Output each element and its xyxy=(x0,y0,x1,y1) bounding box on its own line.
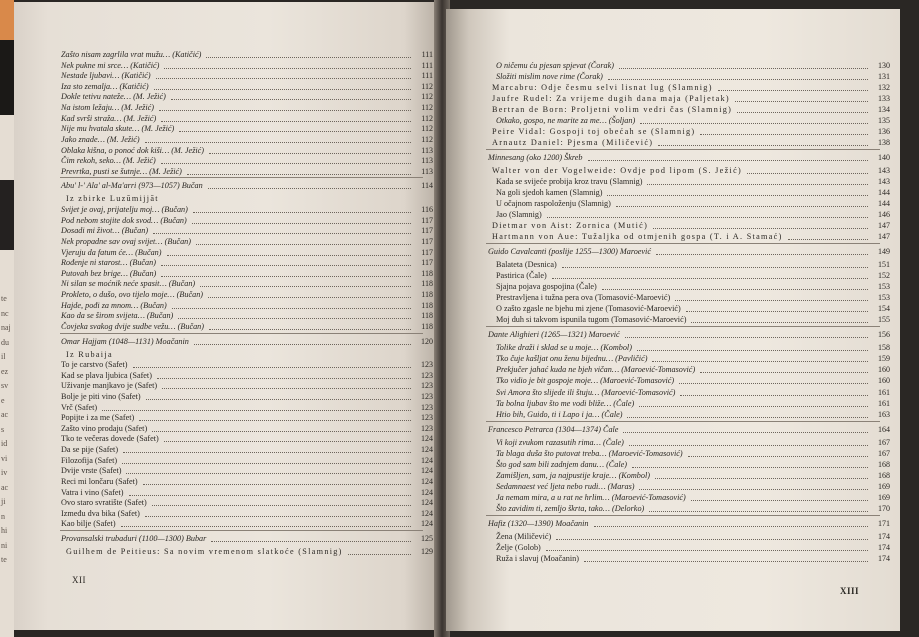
toc-page-number: 117 xyxy=(421,236,433,246)
toc-entry-title: Iza sto zemalja… (Katičić) xyxy=(61,81,149,91)
toc-page-number: 152 xyxy=(878,271,890,281)
toc-entry-title: Svi Amora što slijede ili štuju… (Maroević-Tomasović) xyxy=(496,387,676,397)
toc-entry-title: Na istom ležaju… (M. Ježić) xyxy=(61,103,155,113)
dot-leader xyxy=(788,228,868,240)
toc-entry-title: Zašto vino prodaju (Safet) xyxy=(61,423,148,433)
toc-entry-title: Tko vidio je bit gospoje moje… (Maroević-Tomasović) xyxy=(496,376,675,386)
toc-entry-title: Želje (Golob) xyxy=(496,542,541,552)
toc-page-number: 129 xyxy=(421,547,433,557)
toc-page-number: 133 xyxy=(878,94,890,104)
toc-entry-title: Tko te večeras dovede (Safet) xyxy=(61,434,159,444)
dot-leader xyxy=(588,149,868,161)
adjacent-book-illustration-lower xyxy=(0,180,14,250)
margin-fragment: naj xyxy=(1,323,11,332)
dot-leader xyxy=(211,530,411,542)
toc-entry-title: Sedamnaest već ljeta nebo rudi… (Maras) xyxy=(496,481,635,491)
toc-entry-title: Sjajna pojava gospojina (Čale) xyxy=(496,282,597,292)
toc-entry xyxy=(66,546,433,557)
toc-entry xyxy=(61,166,433,177)
toc-page-number: 131 xyxy=(878,72,890,82)
toc-page-number: 130 xyxy=(878,61,890,70)
toc-entry-title: Dvije vrste (Safet) xyxy=(61,466,122,476)
toc-entry-title: Složiti mislim nove rime (Čorak) xyxy=(496,72,603,82)
toc-entry xyxy=(496,314,890,325)
toc-page-number: 140 xyxy=(878,153,890,163)
toc-page-number: 118 xyxy=(421,279,433,289)
toc-page-number: 164 xyxy=(878,424,890,434)
toc-entry-title: Ja nemam mira, a u rat ne hrlim… (Maroević-Tomasović) xyxy=(496,492,686,502)
toc-entry-title: Popijte i za me (Safet) xyxy=(61,413,135,423)
toc-page-number: 151 xyxy=(878,260,890,270)
toc-page-number: 113 xyxy=(421,166,433,176)
toc-entry-title: Omar Hajjam (1048—1131) Moačanin xyxy=(61,336,189,346)
toc-page-number: 124 xyxy=(421,519,433,529)
toc-entry-title: Reci mi lončaru (Safet) xyxy=(61,476,138,486)
dot-leader xyxy=(627,406,868,418)
margin-fragment: id xyxy=(1,439,8,448)
margin-fragment: s xyxy=(1,424,5,434)
toc-entry-title: Arnautz Daniel: Pjesma (Miličević) xyxy=(492,138,654,148)
toc-entry-title: Zamišljen, sam, ja najpustije kraje… (Kombol) xyxy=(496,470,650,480)
toc-page-number: 124 xyxy=(421,476,433,486)
toc-page-number: 168 xyxy=(878,470,890,480)
toc-entry-title: Da se pije (Safet) xyxy=(61,445,119,455)
toc-page-number: 147 xyxy=(878,221,890,231)
toc-entry-title: Jao (Slamnig) xyxy=(496,210,542,220)
margin-fragment: n xyxy=(1,511,5,521)
toc-page-number: 116 xyxy=(421,205,433,215)
toc-entry-title: Hartmann von Aue: Tužaljka od otmjenih gospa (T. i A. Stamać) xyxy=(492,232,783,242)
toc-entry-title: Vatra i vino (Safet) xyxy=(61,487,124,497)
toc-page-number: 167 xyxy=(878,448,890,458)
toc-entry-title: Uživanje manjkavo je (Safet) xyxy=(61,381,158,391)
toc-page-number: 124 xyxy=(421,466,433,476)
toc-entry-title: Kad svrši straža… (M. Ježić) xyxy=(61,113,157,123)
toc-page-number: 112 xyxy=(421,92,433,102)
toc-page-number: 171 xyxy=(878,518,890,528)
toc-page-number: 123 xyxy=(421,381,433,391)
toc-entry-title: Balateta (Desnica) xyxy=(496,260,557,270)
toc-page-number: 113 xyxy=(421,145,433,155)
toc-entry-title: Ta blaga duša što putovat treba… (Maroević-Tomasović) xyxy=(496,448,683,458)
toc-entry-title: Pastirica (Čale) xyxy=(496,271,547,281)
margin-fragment: du xyxy=(1,337,9,347)
toc-entry-title: Prekjučer jahać kuda ne bjeh vičan… (Maroević-Tomasović) xyxy=(496,365,696,375)
margin-fragment: ji xyxy=(1,497,6,506)
dot-leader xyxy=(658,134,868,146)
toc-entry-title: Nestade ljubavi… (Katičić) xyxy=(61,71,151,81)
toc-entry-title: Ni silan se moćnik neće spasit… (Bučan) xyxy=(61,279,196,289)
toc-page-number: 153 xyxy=(878,282,890,292)
toc-entry-title: Filozofija (Safet) xyxy=(61,455,118,465)
toc-entry-title: Minnesang (oko 1200) Škreb xyxy=(488,153,583,163)
toc-entry-title: Vi koji zvukom razasutih rima… (Čale) xyxy=(496,437,624,447)
toc-page-number: 143 xyxy=(878,177,890,187)
margin-fragment: vi xyxy=(1,453,8,463)
toc-entry-title: Guilhem de Peitieus: Sa novim vremenom slatkoće (Slamnig) xyxy=(66,547,343,557)
left-folio: XII xyxy=(72,575,86,585)
toc-entry xyxy=(61,518,433,529)
toc-page-number: 118 xyxy=(421,321,433,331)
margin-fragment: ez xyxy=(1,366,9,376)
toc-entry-title: Čim rekoh, seko… (M. Ježić) xyxy=(61,156,156,166)
toc-entry-title: Dosadi mi život… (Bučan) xyxy=(61,226,149,236)
toc-page-number: 123 xyxy=(421,391,433,401)
toc-entry-title: Prokleto, o dušo, ovo tijelo moje… (Bučan) xyxy=(61,290,204,300)
toc-page-number: 160 xyxy=(878,365,890,375)
toc-entry xyxy=(492,231,890,242)
dot-leader xyxy=(691,311,868,323)
toc-entry-title: Moj duh si takvom ispunila tugom (Tomasović-Maroević) xyxy=(496,315,687,325)
toc-page-number: 117 xyxy=(421,247,433,257)
toc-entry-title: O ničemu ću pjesan spjevat (Čorak) xyxy=(496,61,615,70)
toc-page-number: 147 xyxy=(878,232,890,242)
toc-entry xyxy=(496,553,890,564)
toc-entry-title: Htio bih, Guido, ti i Lapo i ja… (Čale) xyxy=(496,409,623,419)
toc-entry xyxy=(496,409,890,420)
toc-page-number: 117 xyxy=(421,226,433,236)
toc-entry xyxy=(492,137,890,148)
right-folio: XIII xyxy=(840,586,860,596)
toc-page-number: 155 xyxy=(878,315,890,325)
toc-page-number: 113 xyxy=(421,156,433,166)
dot-leader xyxy=(656,243,868,255)
toc-entry-title: Pod nebom stojite dok svod… (Bučan) xyxy=(61,215,187,225)
toc-entry-title: Nek pukne mi srce… (Katičić) xyxy=(61,60,160,70)
toc-page-number: 123 xyxy=(421,360,433,370)
toc-entry-title: Čovjeka svakog dvije sudbe vežu… (Bučan) xyxy=(61,321,205,331)
toc-page-number: 143 xyxy=(878,166,890,176)
toc-page-number: 158 xyxy=(878,343,890,353)
toc-page-number: 146 xyxy=(878,210,890,220)
toc-entry-title: Bertran de Born: Proljetni volim vedri čas (Slamnig) xyxy=(492,105,733,115)
right-page xyxy=(446,9,900,631)
toc-entry-title: Ruža i slavuj (Moačanin) xyxy=(496,553,579,563)
toc-page-number: 123 xyxy=(421,402,433,412)
toc-author-heading xyxy=(61,180,433,191)
toc-entry-title: Kao da se širom svijeta… (Bučan) xyxy=(61,311,174,321)
toc-author-heading xyxy=(61,336,433,347)
toc-page-number: 138 xyxy=(878,138,890,148)
toc-page-number: 125 xyxy=(421,534,433,544)
toc-entry-title: Hajde, pođi za mnom… (Bučan) xyxy=(61,300,167,310)
toc-entry-title: Rođenje ni starost… (Bučan) xyxy=(61,258,156,268)
toc-entry-title: Abu' l-' Ala' al-Ma'arri (973—1057) Bučan xyxy=(61,181,203,191)
toc-page-number: 153 xyxy=(878,293,890,303)
toc-page-number: 123 xyxy=(421,413,433,423)
toc-entry-title: Zašto nisam zagrlila vrat mužu… (Katičić) xyxy=(61,50,202,59)
toc-entry-title: Nek propadne sav ovaj svijet… (Bučan) xyxy=(61,236,191,246)
dot-leader xyxy=(625,326,868,338)
adjacent-book-cover xyxy=(0,0,14,40)
margin-fragment: e xyxy=(1,395,5,405)
toc-page-number: 124 xyxy=(421,498,433,508)
toc-page-number: 118 xyxy=(421,300,433,310)
toc-page-number: 169 xyxy=(878,492,890,502)
toc-page-number: 156 xyxy=(878,330,890,340)
toc-page-number: 112 xyxy=(421,103,433,113)
toc-page-number: 117 xyxy=(421,215,433,225)
toc-page-number: 117 xyxy=(421,258,433,268)
toc-entry-title: Iz zbirke Luzūmijjāt xyxy=(66,194,159,204)
toc-entry-title: Vjeruju da fatum će… (Bučan) xyxy=(61,247,162,257)
toc-entry-title: Provansalski trubaduri (1100—1300) Bubar xyxy=(61,534,207,544)
toc-entry-title: Između dva bika (Safet) xyxy=(61,508,140,518)
adjacent-book-text-fragments xyxy=(1,292,14,568)
dot-leader xyxy=(209,318,411,330)
toc-page-number: 169 xyxy=(878,481,890,491)
toc-entry-title: Što zavidim ti, zemljo škrta, tako… (Delorko) xyxy=(496,503,645,513)
toc-entry-title: Tko čuje kašljat onu ženu bijednu… (Pavličić) xyxy=(496,354,648,364)
dot-leader xyxy=(348,543,411,555)
margin-fragment: ac xyxy=(1,482,9,492)
toc-page-number: 124 xyxy=(421,445,433,455)
toc-entry-title: Guido Cavalcanti (poslije 1255—1300) Maroević xyxy=(488,247,651,257)
toc-page-number: 161 xyxy=(878,387,890,397)
toc-entry-title: Otkako, gospo, ne marite za me… (Šoljan) xyxy=(496,116,636,126)
dot-leader xyxy=(584,550,868,562)
dot-leader xyxy=(594,515,868,527)
margin-fragment: sv xyxy=(1,381,9,390)
toc-entry-title: Jako znade… (M. Ježić) xyxy=(61,134,140,144)
toc-entry-title: Kad se plava ljubica (Safet) xyxy=(61,370,152,380)
toc-entry-title: Marcabru: Odje česmu selvi lisnat lug (Slamnig) xyxy=(492,83,713,93)
toc-entry-title: Iz Rubaija xyxy=(66,349,113,359)
toc-page-number: 124 xyxy=(421,434,433,444)
toc-entry-title: O zašto zgasle ne bjehu mi zjene (Tomasović-Maroević) xyxy=(496,304,681,314)
toc-page-number: 123 xyxy=(421,370,433,380)
toc-entry-title: Dietmar von Aist: Zornica (Mutić) xyxy=(492,221,649,231)
toc-entry-title: Prevrtka, pusti se šutnje… (M. Ježić) xyxy=(61,166,182,176)
dot-leader xyxy=(649,500,868,512)
dot-leader xyxy=(623,421,868,433)
toc-entry-title: Ta bolna ljubav što me vodi bliže… (Čale) xyxy=(496,398,635,408)
toc-page-number: 120 xyxy=(421,336,433,346)
margin-fragment: te xyxy=(1,294,7,303)
toc-entry-title: Svijet je ovaj, prijatelju moj… (Bučan) xyxy=(61,205,188,215)
toc-entry-title: Dokle tetivu nateže… (M. Ježić) xyxy=(61,92,166,102)
toc-page-number: 114 xyxy=(421,181,433,191)
toc-page-number: 160 xyxy=(878,376,890,386)
toc-page-number: 132 xyxy=(878,83,890,93)
toc-page-number: 124 xyxy=(421,455,433,465)
toc-entry xyxy=(496,503,890,514)
toc-page-number: 118 xyxy=(421,268,433,278)
margin-fragment: il xyxy=(1,352,6,361)
toc-entry-title: Walter von der Vogelweide: Ovdje pod lipom (S. Ježić) xyxy=(492,166,743,176)
toc-entry-title: Vrč (Safet) xyxy=(61,402,98,412)
toc-entry-title: Bolje je piti vino (Safet) xyxy=(61,391,141,401)
toc-entry-title: Prestravljena i tužna pera ova (Tomasović-Maroević) xyxy=(496,293,671,303)
toc-entry-title: Hafiz (1320—1390) Moačanin xyxy=(488,518,589,528)
toc-entry-title: Peire Vidal: Gospoji toj obećah se (Slamnig) xyxy=(492,127,696,137)
toc-entry-title: Kao bilje (Safet) xyxy=(61,519,116,529)
toc-entry-title: Oblaka kišna, o ponoć dok kiši… (M. Ježić) xyxy=(61,145,205,155)
toc-page-number: 168 xyxy=(878,459,890,469)
toc-page-number: 124 xyxy=(421,487,433,497)
toc-page-number: 159 xyxy=(878,354,890,364)
left-page xyxy=(14,2,438,630)
margin-fragment: ni xyxy=(1,540,8,550)
toc-entry-title: U očajnom raspoloženju (Slamnig) xyxy=(496,199,611,209)
margin-fragment: te xyxy=(1,555,7,564)
margin-fragment: hi xyxy=(1,526,8,535)
margin-fragment: ac xyxy=(1,410,9,419)
toc-page-number: 111 xyxy=(421,50,433,59)
dot-leader xyxy=(121,515,411,527)
toc-page-number: 112 xyxy=(421,113,433,123)
toc-page-number: 118 xyxy=(421,290,433,300)
toc-entry-title: Jaufre Rudel: Za vrijeme dugih dana maja (Paljetak) xyxy=(492,94,730,104)
toc-page-number: 136 xyxy=(878,127,890,137)
toc-page-number: 112 xyxy=(421,81,433,91)
toc-page-number: 134 xyxy=(878,105,890,115)
dot-leader xyxy=(208,177,411,189)
toc-entry-title: Na goli sjedoh kamen (Slamnig) xyxy=(496,188,603,198)
toc-page-number: 149 xyxy=(878,247,890,257)
toc-page-number: 174 xyxy=(878,531,890,541)
toc-page-number: 123 xyxy=(421,423,433,433)
toc-page-number: 161 xyxy=(878,398,890,408)
toc-page-number: 163 xyxy=(878,409,890,419)
dot-leader xyxy=(194,333,411,345)
toc-page-number: 124 xyxy=(421,508,433,518)
toc-entry-title: Tolike draži i sklad se u moje… (Kombol) xyxy=(496,343,632,353)
toc-entry-title: Nije mu hvatala skute… (M. Ježić) xyxy=(61,124,175,134)
toc-entry-title: To je carstvo (Safet) xyxy=(61,360,128,370)
margin-fragment: nc xyxy=(1,308,9,318)
toc-page-number: 111 xyxy=(421,60,433,70)
toc-page-number: 170 xyxy=(878,503,890,513)
toc-page-number: 167 xyxy=(878,437,890,447)
toc-page-number: 144 xyxy=(878,199,890,209)
toc-entry-title: Francesco Petrarca (1304—1374) Čale xyxy=(488,424,619,434)
toc-page-number: 112 xyxy=(421,124,433,134)
toc-page-number: 154 xyxy=(878,304,890,314)
toc-page-number: 174 xyxy=(878,553,890,563)
toc-entry-title: Putovah bez brige… (Bučan) xyxy=(61,268,157,278)
toc-page-number: 135 xyxy=(878,116,890,126)
toc-page-number: 112 xyxy=(421,134,433,144)
toc-entry-title: Što god sam bili zadnjem danu… (Čale) xyxy=(496,459,627,469)
toc-entry-title: Ovo staro svratište (Safet) xyxy=(61,498,147,508)
toc-entry-title: Kada se svijeće probija kroz travu (Slamnig) xyxy=(496,177,643,187)
toc-entry-title: Žena (Miličević) xyxy=(496,531,552,541)
toc-page-number: 118 xyxy=(421,311,433,321)
margin-fragment: iv xyxy=(1,468,8,477)
toc-page-number: 111 xyxy=(421,71,433,81)
adjacent-book-illustration xyxy=(0,40,14,115)
toc-entry-title: Dante Alighieri (1265—1321) Maroević xyxy=(488,330,620,340)
toc-entry xyxy=(61,321,433,332)
toc-page-number: 144 xyxy=(878,188,890,198)
toc-page-number: 174 xyxy=(878,542,890,552)
dot-leader xyxy=(187,163,411,175)
